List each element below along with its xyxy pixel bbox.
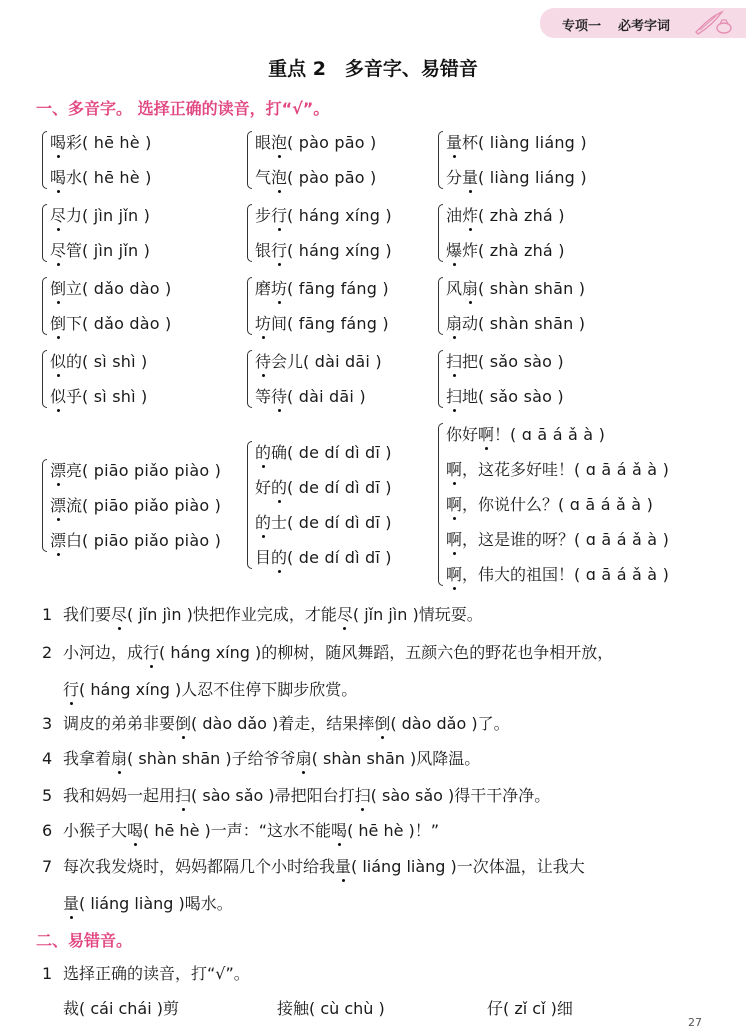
word-line: 步行( háng xíng ): [255, 206, 392, 225]
question-6: 6 小猴子大喝( hē hè )一声：“这水不能喝( hē hè )！”: [42, 821, 440, 840]
pair-group: [438, 344, 564, 414]
word-line: 的士( de dí dì dī ): [255, 513, 392, 532]
question-1: 1 我们要尽( jǐn jìn )快把作业完成，才能尽( jǐn jìn )情玩耍。: [42, 605, 483, 624]
word-line: 啊，你说什么？( ɑ ā á ǎ à ): [446, 495, 654, 514]
piao-group: [42, 453, 221, 558]
word-line: 漂流( piāo piǎo piào ): [50, 496, 222, 515]
pair-group: [247, 271, 389, 341]
question-3: 3 调皮的弟弟非要倒( dào dǎo )着走，结果摔倒( dào dǎo )了。: [42, 714, 510, 733]
word-line: 漂亮( piāo piǎo piào ): [50, 461, 222, 480]
word-line: 似乎( sì shì ): [50, 387, 148, 406]
question-7: 7 每次我发烧时，妈妈都隔几个小时给我量( liáng liàng )一次体温，让我大: [42, 857, 585, 876]
de-group: [247, 435, 392, 575]
question-4: 4 我拿着扇( shàn shān )子给爷爷扇( shàn shān )风降温。: [42, 749, 481, 768]
word-line: 眼泡( pào pāo ): [255, 133, 377, 152]
word-line: 尽管( jìn jǐn ): [50, 241, 151, 260]
part2-question-1: 1 选择正确的读音，打“√”。: [42, 964, 250, 983]
question-2-cont: 行( háng xíng )人忍不住停下脚步欣赏。: [63, 680, 358, 699]
pair-group: [247, 125, 376, 195]
word-line: 银行( háng xíng ): [255, 241, 392, 260]
word-line: 啊，伟大的祖国！( ɑ ā á ǎ à ): [446, 565, 670, 584]
word-line: 待会儿( dài dāi ): [255, 352, 382, 371]
word-line: 似的( sì shì ): [50, 352, 148, 371]
pair-group: [42, 344, 147, 414]
pair-group: [438, 125, 587, 195]
question-2: 2 小河边，成行( háng xíng )的柳树，随风舞蹈，五颜六色的野花也争相开放，: [42, 643, 614, 662]
word-line: 倒下( dǎo dào ): [50, 314, 172, 333]
word-line: 扫把( sǎo sào ): [446, 352, 564, 371]
pair-group: [247, 198, 392, 268]
part2-item: 仔( zǐ cǐ )细: [487, 999, 573, 1018]
word-line: 好的( de dí dì dī ): [255, 478, 392, 497]
word-line: 啊，这花多好哇！( ɑ ā á ǎ à ): [446, 460, 670, 479]
word-line: 扇动( shàn shān ): [446, 314, 586, 333]
word-line: 气泡( pào pāo ): [255, 168, 377, 187]
word-line: 的确( de dí dì dī ): [255, 443, 392, 462]
word-line: 喝彩( hē hè ): [50, 133, 152, 152]
word-line: 坊间( fāng fáng ): [255, 314, 389, 333]
pair-group: [42, 198, 150, 268]
word-line: 尽力( jìn jǐn ): [50, 206, 151, 225]
word-line: 啊，这是谁的呀？( ɑ ā á ǎ à ): [446, 530, 670, 549]
word-line: 等待( dài dāi ): [255, 387, 366, 406]
word-line: 油炸( zhà zhá ): [446, 206, 565, 225]
part2-item: 裁( cái chái )剪: [63, 999, 180, 1018]
word-line: 倒立( dǎo dào ): [50, 279, 172, 298]
page-title: 重点 2 多音字、易错音: [268, 58, 478, 80]
page-number: 27: [688, 1016, 702, 1029]
pair-group: [42, 271, 171, 341]
pair-group: [438, 271, 585, 341]
word-line: 扫地( sǎo sào ): [446, 387, 564, 406]
word-line: 爆炸( zhà zhá ): [446, 241, 565, 260]
part2-item: 接触( cù chù ): [277, 999, 385, 1018]
word-line: 你好啊！( ɑ ā á ǎ à ): [446, 425, 606, 444]
word-line: 目的( de dí dì dī ): [255, 548, 392, 567]
pair-group: [42, 125, 152, 195]
question-5: 5 我和妈妈一起用扫( sào sǎo )帚把阳台打扫( sào sǎo )得干干净净。: [42, 786, 551, 805]
part2-heading: 二、易错音。: [36, 931, 133, 950]
pair-group: [438, 198, 565, 268]
a-group: [438, 417, 669, 592]
section-tag: [540, 8, 746, 38]
word-line: 漂白( piāo piǎo piào ): [50, 531, 222, 550]
word-line: 喝水( hē hè ): [50, 168, 152, 187]
word-line: 分量( liàng liáng ): [446, 168, 587, 187]
question-7-cont: 量( liáng liàng )喝水。: [63, 894, 233, 913]
pair-group: [247, 344, 382, 414]
tag-section: 专项一: [562, 19, 602, 34]
tag-name: 必考字词: [618, 19, 671, 34]
word-line: 磨坊( fāng fáng ): [255, 279, 389, 298]
word-line: 风扇( shàn shān ): [446, 279, 586, 298]
quill-icon: [690, 10, 734, 40]
word-line: 量杯( liàng liáng ): [446, 133, 587, 152]
part1-heading: 一、多音字。 选择正确的读音，打“√”。: [36, 99, 330, 118]
